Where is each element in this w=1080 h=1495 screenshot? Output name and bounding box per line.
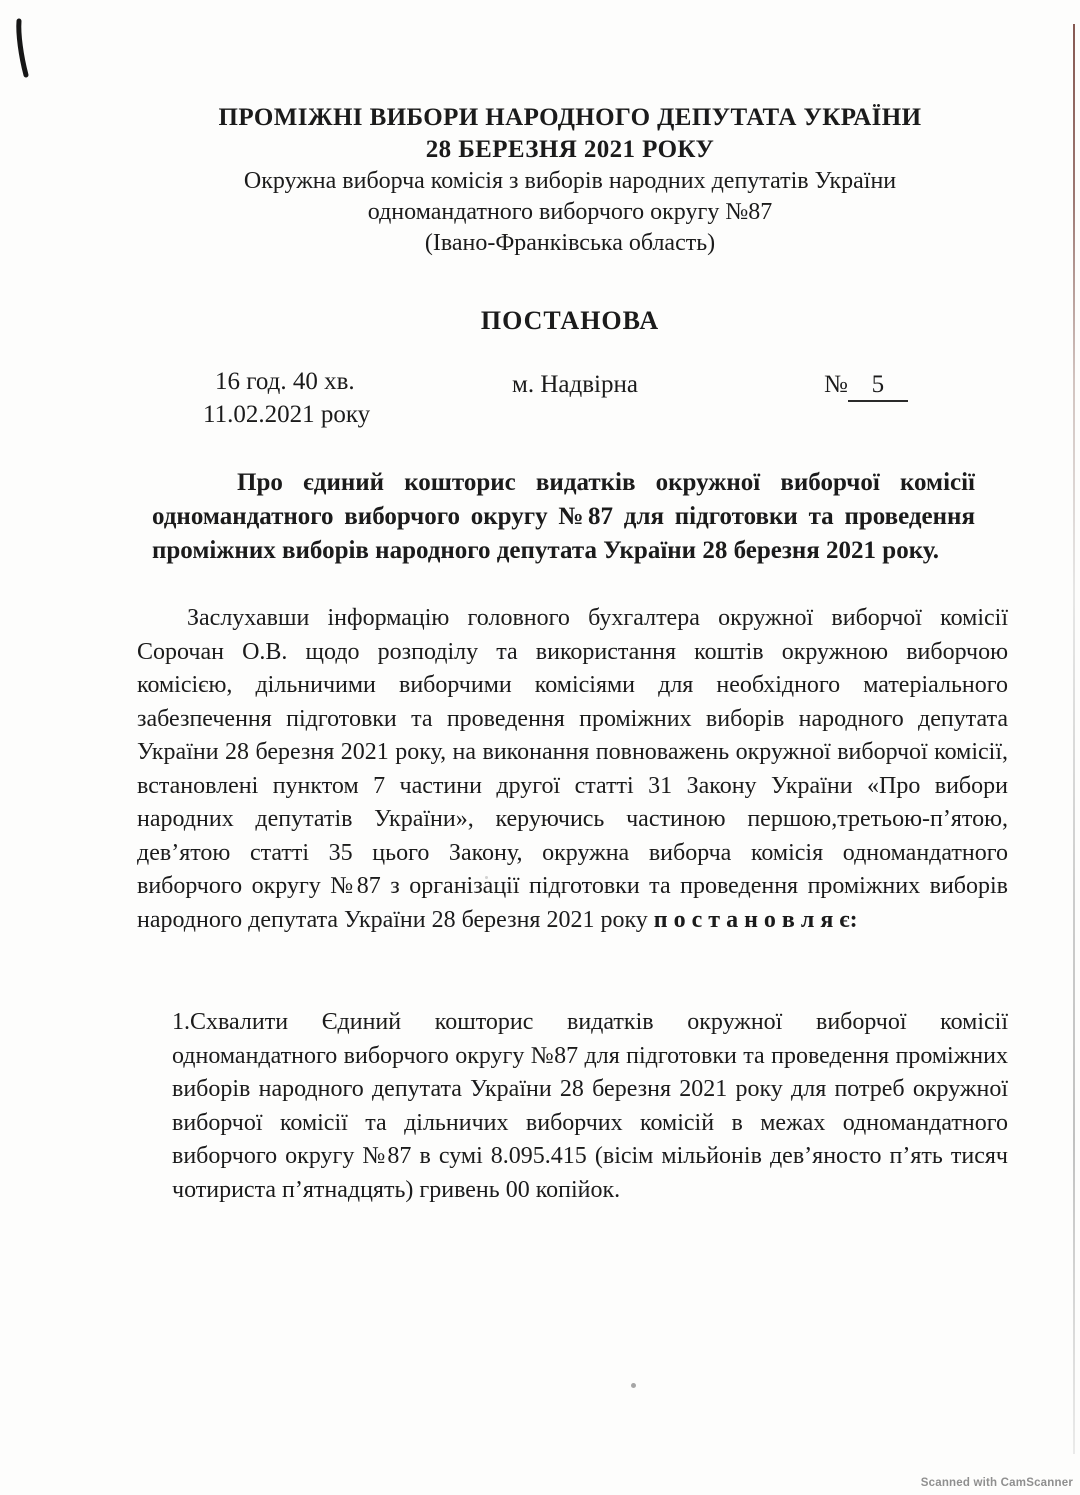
number-sign: № bbox=[824, 371, 848, 398]
resolution-item-1: 1.Схвалити Єдиний кошторис видатків окружної виборчої комісії одномандатного виборчого округу №87 для підготовки та проведення проміжних виборів народного депутата України 28 березня 2021 року для потреб окружної виборчої комісії та дільничих виборчих комісій в межах одномандатного виборчого округу №87 в сумі 8.095.415 (вісім мільйонів дев’яносто п’ять тисяч чотириста п’ятнадцять) гривень 00 копійок. bbox=[172, 1009, 1008, 1203]
pen-stroke-mark bbox=[8, 12, 48, 92]
preamble-text: Заслухавши інформацію головного бухгалтера окружної виборчої комісії Сорочан О.В. щодо розподілу та використання коштів окружною виборчою комісією, дільничими виборчими комісіями для необхідного матеріального забезпечення підготовки та проведення проміжних виборів народного депутата України 28 березня 2021 року, на виконання повноважень окружної виборчої комісії, встановлені пунктом 7 частини другої статті 31 Закону України «Про вибори народних депутатів України», керуючись частиною першою,третьою-п’ятою, дев’ятою статті 35 цього Закону, окружна виборча комісія одномандатного виборчого округу №87 з організації підготовки та проведення проміжних виборів народного депутата України 28 березня 2021 року bbox=[137, 605, 1008, 933]
document-meta-row bbox=[0, 366, 1080, 436]
camscanner-watermark: Scanned with CamScanner bbox=[920, 1477, 1073, 1489]
header-region: (Івано-Франківська область) bbox=[424, 230, 716, 256]
header-election-date: 28 БЕРЕЗНЯ 2021 РОКУ bbox=[425, 136, 715, 163]
resolve-word: п о с т а н о в л я є: bbox=[653, 906, 858, 933]
header-election-title: ПРОМІЖНІ ВИБОРИ НАРОДНОГО ДЕПУТАТА УКРАЇНИ bbox=[218, 104, 922, 131]
document-header bbox=[60, 102, 1080, 259]
number-value: 5 bbox=[848, 371, 908, 402]
meta-place: м. Надвірна bbox=[512, 371, 638, 398]
meta-document-number bbox=[824, 371, 908, 402]
scan-speck bbox=[631, 1383, 636, 1388]
document-subject: Про єдиний кошторис видатків окружної виборчої комісії одномандатного виборчого округу №87 для підготовки та проведення проміжних виборів народного депутата України 28 березня 2021 року. bbox=[152, 469, 975, 564]
meta-date: 11.02.2021 року bbox=[203, 401, 371, 428]
meta-time: 16 год. 40 хв. bbox=[215, 368, 355, 395]
header-commission-name: Окружна виборча комісія з виборів народних депутатів України bbox=[243, 168, 897, 194]
preamble-paragraph bbox=[137, 602, 1008, 937]
document-type-title: ПОСТАНОВА bbox=[480, 306, 660, 335]
header-district-number: одномандатного виборчого округу №87 bbox=[367, 199, 773, 225]
